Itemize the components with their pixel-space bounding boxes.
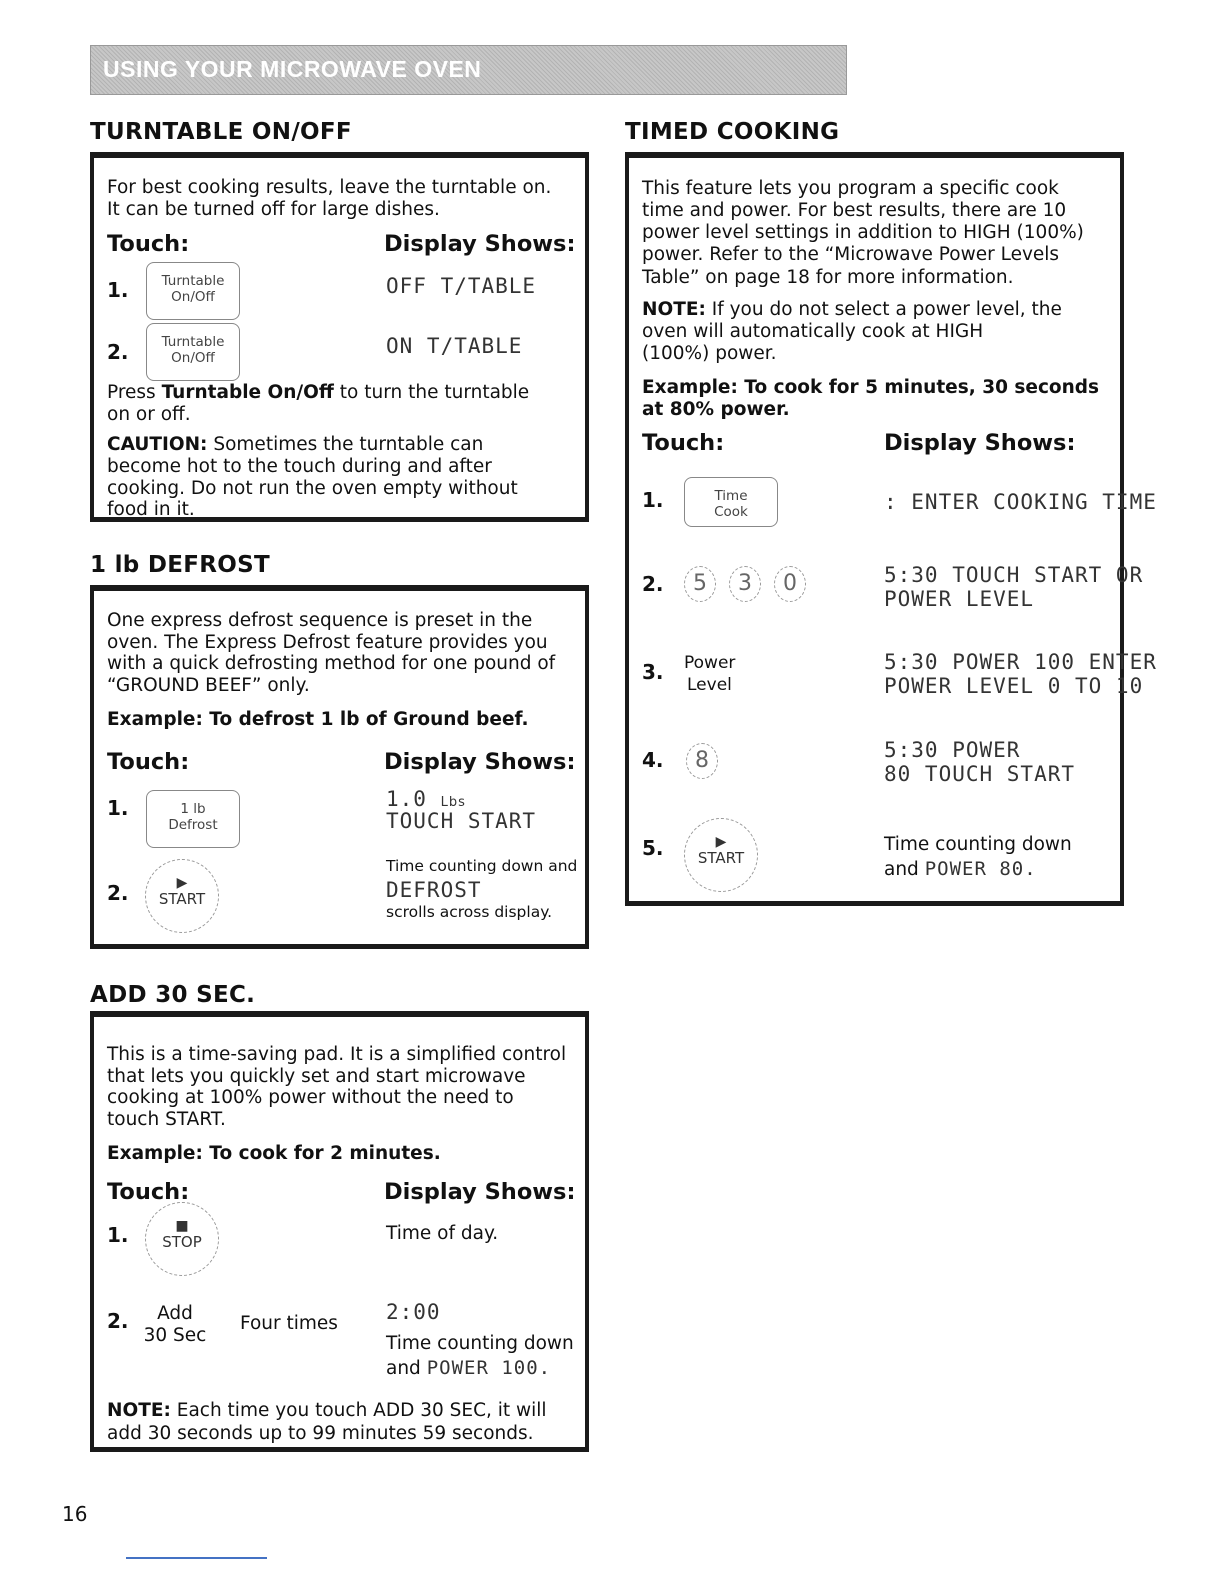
- stop-key[interactable]: [145, 1202, 219, 1276]
- step-number: 3.: [642, 660, 664, 684]
- add30-key[interactable]: [142, 1303, 208, 1346]
- display-header: Display Shows:: [884, 430, 1076, 456]
- step-number: 5.: [642, 836, 664, 860]
- caution-text: food in it.: [107, 499, 195, 520]
- lcd-display: ON T/TABLE: [386, 334, 523, 358]
- start-key[interactable]: [145, 859, 219, 933]
- display-header: Display Shows:: [384, 749, 576, 775]
- timed-note: NOTE: If you do not select a power level, the: [642, 299, 1062, 320]
- add30-intro: cooking at 100% power without the need to: [107, 1087, 514, 1108]
- key-label: Time: [714, 488, 748, 504]
- lcd-display: 80 TOUCH START: [884, 762, 1076, 786]
- press-instruction-2: on or off.: [107, 404, 191, 425]
- touch-header: Touch:: [107, 231, 190, 257]
- add30-box: [90, 1011, 589, 1452]
- lcd-display: : ENTER COOKING TIME: [884, 490, 1157, 514]
- step-number: 1.: [642, 488, 664, 512]
- footer-rule: [126, 1557, 267, 1559]
- timed-box: [625, 152, 1157, 906]
- step-number: 4.: [642, 748, 664, 772]
- key-label: 30 Sec: [143, 1324, 207, 1346]
- add30-intro: touch START.: [107, 1109, 226, 1130]
- digit-key[interactable]: 3: [729, 566, 761, 602]
- stop-icon: ■: [175, 1218, 189, 1234]
- display-note: Time counting down: [386, 1333, 574, 1354]
- add30-intro: This is a time-saving pad. It is a simplified control: [107, 1044, 567, 1065]
- timed-intro: Table” on page 18 for more information.: [642, 267, 1014, 288]
- key-label: On/Off: [171, 350, 215, 366]
- section-banner: [90, 45, 847, 95]
- lcd-display: 5:30 TOUCH START OR: [884, 563, 1144, 587]
- step-number: 2.: [107, 1309, 129, 1333]
- lcd-display: 5:30 POWER: [884, 738, 1021, 762]
- key-label: Turntable: [161, 273, 225, 289]
- power-level-key[interactable]: [684, 653, 735, 696]
- defrost-key[interactable]: [146, 790, 240, 848]
- step-number: 2.: [107, 881, 129, 905]
- lcd-display: 5:30 POWER 100 ENTER: [884, 650, 1157, 674]
- lcd-display: DEFROST: [386, 878, 482, 902]
- play-icon: ▶: [176, 875, 188, 891]
- defrost-intro: “GROUND BEEF” only.: [107, 675, 310, 696]
- lcd-display: TOUCH START: [386, 809, 537, 833]
- timed-intro: time and power. For best results, there are 10: [642, 200, 1067, 221]
- digit-key[interactable]: 8: [686, 743, 718, 779]
- timed-note: (100%) power.: [642, 343, 777, 364]
- key-label: Add: [157, 1303, 193, 1324]
- turntable-box: [90, 152, 589, 522]
- digit-key[interactable]: 5: [684, 566, 716, 602]
- touch-header: Touch:: [107, 1179, 190, 1205]
- step-number: 2.: [642, 572, 664, 596]
- caution-text: cooking. Do not run the oven empty without: [107, 478, 518, 499]
- timed-note: oven will automatically cook at HIGH: [642, 321, 984, 342]
- step-number: 1.: [107, 1223, 129, 1247]
- four-times-label: Four times: [240, 1313, 338, 1334]
- add30-intro: that lets you quickly set and start microwave: [107, 1066, 526, 1087]
- page-number: 16: [62, 1502, 88, 1526]
- key-label: Cook: [714, 504, 748, 520]
- time-cook-key[interactable]: [684, 477, 778, 527]
- key-label: Power: [684, 653, 736, 673]
- defrost-box: [90, 585, 589, 949]
- turntable-intro-1: For best cooking results, leave the turntable on.: [107, 177, 552, 198]
- key-label: START: [697, 849, 745, 867]
- key-label: Defrost: [168, 817, 218, 833]
- timed-intro: This feature lets you program a specific cook: [642, 178, 1059, 199]
- display-note: Time counting down and: [386, 857, 578, 875]
- step-number: 1.: [107, 796, 129, 820]
- turntable-key[interactable]: [146, 323, 240, 381]
- key-label: START: [158, 890, 206, 908]
- display-header: Display Shows:: [384, 1179, 576, 1205]
- defrost-intro: One express defrost sequence is preset in the: [107, 610, 533, 631]
- timed-title: TIMED COOKING: [625, 119, 840, 145]
- add30-note: add 30 seconds up to 99 minutes 59 seconds.: [107, 1423, 534, 1444]
- lcd-display: POWER LEVEL 0 TO 10: [884, 674, 1144, 698]
- caution-text: CAUTION: Sometimes the turntable can: [107, 434, 484, 455]
- timed-example: Example: To cook for 5 minutes, 30 seconds: [642, 377, 1100, 398]
- press-instruction: Press Turntable On/Off to turn the turntable: [107, 382, 530, 403]
- display-note: scrolls across display.: [386, 903, 553, 921]
- timed-intro: power. Refer to the “Microwave Power Levels: [642, 244, 1060, 265]
- key-label: STOP: [162, 1233, 202, 1251]
- defrost-example: Example: To defrost 1 lb of Ground beef.: [107, 709, 529, 730]
- display-header: Display Shows:: [384, 231, 576, 257]
- add30-note: NOTE: Each time you touch ADD 30 SEC, it will: [107, 1400, 547, 1421]
- play-icon: ▶: [715, 834, 727, 850]
- display-note: and POWER 80.: [884, 858, 1037, 880]
- add30-title: ADD 30 SEC.: [90, 982, 256, 1008]
- key-label: Turntable: [161, 334, 225, 350]
- caution-text: become hot to the touch during and after: [107, 456, 492, 477]
- display-text: Time of day.: [386, 1223, 499, 1244]
- turntable-intro-2: It can be turned off for large dishes.: [107, 199, 440, 220]
- lcd-display: 1.0 Lbs: [386, 787, 466, 811]
- step-number: 2.: [107, 340, 129, 364]
- lcd-display: POWER LEVEL: [884, 587, 1035, 611]
- display-note: Time counting down: [884, 834, 1072, 855]
- timed-example: at 80% power.: [642, 399, 790, 420]
- key-label: On/Off: [171, 289, 215, 305]
- display-note: and POWER 100.: [386, 1357, 552, 1379]
- step-number: 1.: [107, 278, 129, 302]
- start-key[interactable]: [684, 818, 758, 892]
- digit-key[interactable]: 0: [774, 566, 806, 602]
- add30-example: Example: To cook for 2 minutes.: [107, 1143, 441, 1164]
- defrost-intro: with a quick defrosting method for one pound of: [107, 653, 556, 674]
- key-label: Level: [687, 674, 732, 695]
- defrost-title: 1 lb DEFROST: [90, 552, 270, 578]
- turntable-title: TURNTABLE ON/OFF: [90, 119, 352, 145]
- key-label: 1 lb: [180, 801, 206, 817]
- lcd-display: OFF T/TABLE: [386, 274, 537, 298]
- timed-intro: power level settings in addition to HIGH (100%): [642, 222, 1084, 243]
- lcd-display: 2:00: [386, 1300, 441, 1324]
- defrost-intro: oven. The Express Defrost feature provides you: [107, 632, 548, 653]
- banner-title: USING YOUR MICROWAVE OVEN: [103, 56, 482, 82]
- touch-header: Touch:: [107, 749, 190, 775]
- touch-header: Touch:: [642, 430, 725, 456]
- turntable-key[interactable]: [146, 262, 240, 320]
